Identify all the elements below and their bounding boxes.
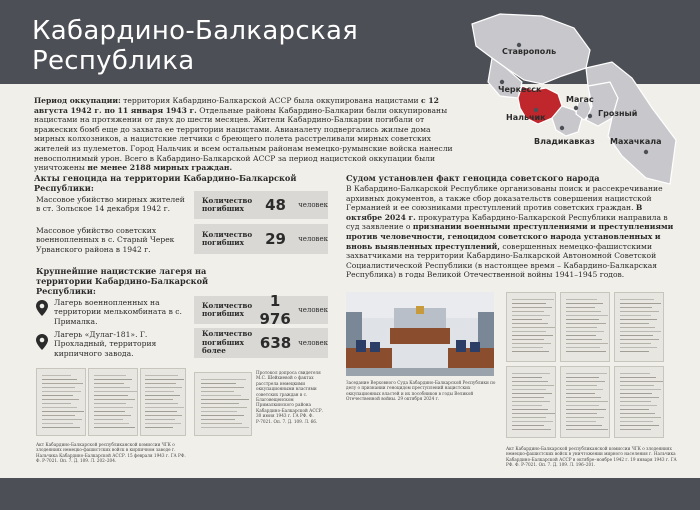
document-text-line bbox=[566, 331, 604, 332]
document-text-line bbox=[512, 299, 554, 300]
court-text-2: прокуратура Кабардино-Балкарской Республики направила в суд заявление о bbox=[346, 212, 668, 232]
document-text-line bbox=[42, 415, 76, 416]
document-text-line bbox=[42, 375, 71, 376]
intro-lead: Период оккупации: bbox=[34, 96, 121, 105]
document-text-line bbox=[145, 395, 180, 396]
document-text-line bbox=[620, 413, 655, 414]
document-text-line bbox=[620, 307, 653, 308]
document-text-line bbox=[566, 311, 602, 312]
document-text-line bbox=[566, 413, 598, 414]
courtroom-photo-image bbox=[346, 292, 494, 376]
document-text-line bbox=[94, 387, 130, 388]
document-text-line bbox=[512, 331, 547, 332]
document-text-line bbox=[512, 303, 546, 304]
document-text-line bbox=[566, 351, 606, 352]
document-text-line bbox=[145, 419, 174, 420]
stat-value: 29 bbox=[265, 230, 286, 248]
document-text-line bbox=[201, 419, 235, 420]
doc-right-caption: Акт Кабардино-Балкарской республиканской комиссии ЧГК о злодеяниях немецко-фашистских войск в уничтожении мирного населения г. Нальчика Кабардино-Балкарской АССР в октябре–ноябре 1942 г. 19 января 1943 г. ГА РФ. Ф. Р-7021. Оп. 7. Д. 109. Л. 196–201. bbox=[506, 446, 677, 468]
document-text-line bbox=[201, 379, 246, 380]
genocide-row-1-text: Массовое убийство мирных жителей в ст. Зольское 14 декабря 1942 г. bbox=[36, 195, 185, 214]
document-text-line bbox=[620, 385, 655, 386]
map-label-magas: Магас bbox=[566, 95, 594, 104]
archive-document-image bbox=[614, 292, 664, 362]
document-text-line bbox=[566, 421, 596, 422]
court-bold-1: В октябре 2024 г. bbox=[346, 203, 643, 222]
document-text-line bbox=[620, 351, 649, 352]
document-text-line bbox=[620, 377, 656, 378]
document-text-line bbox=[620, 311, 659, 312]
document-text-line bbox=[201, 387, 244, 388]
document-text-line bbox=[201, 399, 249, 400]
stat-value: 48 bbox=[265, 196, 286, 214]
camps-section-title: Крупнейшие нацистские лагеря на территории Кабардино-Балкарской Республики: bbox=[36, 266, 209, 296]
document-text-line bbox=[620, 315, 651, 316]
document-text-line bbox=[620, 343, 651, 344]
map-label-makhachkala: Махачкала bbox=[610, 137, 662, 146]
document-text-line bbox=[566, 323, 606, 324]
document-text-line bbox=[145, 379, 183, 380]
archive-document-image bbox=[36, 368, 86, 436]
archive-document-image bbox=[140, 368, 186, 436]
document-text-line bbox=[512, 401, 550, 402]
document-text-line bbox=[620, 323, 649, 324]
document-text-line bbox=[512, 417, 547, 418]
document-text-line bbox=[566, 393, 595, 394]
document-text-line bbox=[566, 397, 602, 398]
document-text-line bbox=[566, 409, 606, 410]
document-text-line bbox=[94, 375, 126, 376]
document-text-line bbox=[512, 409, 548, 410]
document-text-line bbox=[620, 389, 661, 390]
stat-label: Количество погибших bbox=[202, 195, 253, 213]
court-text-1: В Кабардино-Балкарской Республике организованы поиск и рассекречивание архивных документов, а также сбор доказательств совершения нацистской Германией и ее союзниками преступлений против советских граждан. bbox=[346, 184, 663, 213]
document-text-line bbox=[201, 391, 235, 392]
document-text-line bbox=[566, 373, 607, 374]
document-text-line bbox=[145, 403, 178, 404]
archive-document-image bbox=[506, 292, 556, 362]
document-text-line bbox=[620, 401, 651, 402]
document-text-line bbox=[566, 429, 608, 430]
document-text-line bbox=[512, 311, 544, 312]
court-text bbox=[346, 184, 676, 280]
document-text-line bbox=[620, 429, 651, 430]
document-text-line bbox=[512, 377, 542, 378]
document-text-line bbox=[94, 427, 135, 428]
stat-label: Количество погибших bbox=[202, 300, 253, 318]
intro-dates: с 12 августа 1942 г. по 11 января 1943 г. bbox=[34, 96, 439, 115]
genocide-row-2-text: Массовое убийство советских военнопленных в с. Старый Черек Урванского района в 1942 г. bbox=[36, 226, 175, 254]
document-text-line bbox=[42, 419, 82, 420]
document-text-line bbox=[566, 335, 596, 336]
document-text-line bbox=[512, 351, 549, 352]
document-text-line bbox=[566, 327, 598, 328]
document-text-line bbox=[512, 397, 544, 398]
document-text-line bbox=[620, 381, 663, 382]
document-text-line bbox=[566, 347, 600, 348]
document-text-line bbox=[145, 375, 178, 376]
occupation-intro bbox=[34, 96, 454, 173]
document-text-line bbox=[566, 401, 608, 402]
stat-label: Количество погибших более bbox=[202, 329, 253, 356]
document-text-line bbox=[512, 319, 542, 320]
document-text-line bbox=[512, 385, 554, 386]
page-title bbox=[32, 16, 358, 76]
document-text-line bbox=[201, 411, 237, 412]
document-text-line bbox=[566, 339, 602, 340]
document-text-line bbox=[512, 405, 542, 406]
document-text-line bbox=[94, 415, 131, 416]
stat-unit: человек bbox=[298, 201, 328, 209]
document-text-line bbox=[42, 399, 79, 400]
document-text-line bbox=[566, 425, 602, 426]
stat-unit: человек bbox=[298, 306, 328, 314]
stat-unit: человек bbox=[298, 339, 328, 347]
document-text-line bbox=[512, 429, 551, 430]
document-text-line bbox=[566, 299, 597, 300]
archive-document-image bbox=[506, 366, 556, 438]
document-text-line bbox=[145, 399, 172, 400]
document-text-line bbox=[620, 335, 653, 336]
document-text-line bbox=[145, 427, 173, 428]
document-text-line bbox=[145, 387, 182, 388]
document-text-line bbox=[512, 381, 548, 382]
document-text-line bbox=[620, 397, 659, 398]
document-text-line bbox=[512, 335, 553, 336]
document-text-line bbox=[42, 407, 78, 408]
court-text-3: совершенных немецко-фашистскими захватчиками на территории Кабардино-Балкарской Автономной Советской Социалистической Республики (в настоящее время – Кабардино-Балкарская Республика) в годы Великой Отечественной войны 1941–1945 годов. bbox=[346, 241, 658, 280]
document-text-line bbox=[42, 395, 73, 396]
archive-document-image bbox=[88, 368, 138, 436]
document-text-line bbox=[42, 427, 80, 428]
intro-total: не менее 2188 мирных граждан. bbox=[87, 163, 233, 173]
document-text-line bbox=[512, 393, 552, 394]
document-text-line bbox=[42, 403, 71, 404]
title-line-1: Кабардино-Балкарская bbox=[32, 16, 359, 46]
stat-value: 638 bbox=[259, 334, 292, 352]
document-text-line bbox=[620, 303, 661, 304]
doc-left-caption: Акт Кабардино-Балкарской республиканской комиссии ЧГК о злодеяниях немецко-фашистских войск в кирпичном заводе г. Нальчика Кабардино-Балкарской АССР. 15 февраля 1943 г. ГА РФ. Ф. Р-7021. Оп. 7. Д. 109. Л. 202–204. bbox=[36, 442, 186, 464]
court-section-title: Судом установлен факт геноцида советского народа bbox=[346, 173, 600, 183]
map-label-vladikavkaz: Владикавказ bbox=[534, 137, 595, 146]
stat-value: 1 976 bbox=[259, 292, 291, 328]
document-text-line bbox=[566, 385, 597, 386]
archive-document-image bbox=[614, 366, 664, 438]
document-text-line bbox=[512, 373, 550, 374]
doc-mid-caption: Протокол допроса свидетеля М.С. Шейхиевой о фактах расстрела немецкими оккупационными властями советских граждан в с. Благовещенском Прималкинского района Кабардино-Балкарской АССР. 30 июня 1943 г. ГА РФ. Ф. Р-7021. Оп. 7. Д. 109. Л. 66. bbox=[256, 370, 323, 424]
genocide-section-title: Акты геноцида на территории Кабардино-Балкарской Республики: bbox=[34, 173, 297, 193]
intro-text-1: территория Кабардино-Балкарской АССР была оккупирована нацистами bbox=[120, 96, 422, 105]
document-text-line bbox=[620, 421, 653, 422]
document-text-line bbox=[94, 411, 125, 412]
document-text-line bbox=[94, 423, 129, 424]
document-text-line bbox=[620, 299, 655, 300]
document-text-line bbox=[566, 417, 604, 418]
document-text-line bbox=[512, 421, 553, 422]
document-text-line bbox=[566, 307, 595, 308]
photo-caption: Заседание Верховного Суда Кабардино-Балкарской Республики по делу о признании геноцидом преступлений нацистских оккупационных властей и их пособников в годы Великой Отечественной войны. 29 октября 2024 г. bbox=[346, 380, 496, 402]
document-text-line bbox=[566, 377, 599, 378]
document-text-line bbox=[512, 327, 555, 328]
footer-band bbox=[0, 478, 700, 510]
stat-unit: человек bbox=[298, 235, 328, 243]
document-text-line bbox=[94, 407, 133, 408]
location-pin-icon bbox=[36, 334, 48, 350]
document-text-line bbox=[201, 383, 237, 384]
document-text-line bbox=[512, 389, 546, 390]
document-text-line bbox=[94, 395, 129, 396]
document-text-line bbox=[512, 307, 552, 308]
document-text-line bbox=[94, 399, 135, 400]
stat-label: Количество погибших bbox=[202, 229, 253, 247]
document-text-line bbox=[620, 319, 657, 320]
intro-text-2: Отдельные районы Кабардино-Балкарии были оккупированы нацистами на протяжении от двух до шести месяцев. Жители Кабардино-Балкарии погибали от вражеских бомб еще до захвата ее территории нацистами. Авианалету подвергались жилые дома мирных колхозников, а нацистские летчики с бреющего полета расстреливали мирных советских жителей из пулеметов. Город Нальчик и всем остальным районам немецко-румынские войска нанесли невосполнимый урон. Всего в Кабардино-Балкарской АССР за период нацистской оккупации были уничтожены bbox=[34, 105, 453, 173]
document-text-line bbox=[42, 411, 84, 412]
document-text-line bbox=[512, 339, 545, 340]
map-label-nalchik: Нальчик bbox=[506, 113, 546, 122]
document-text-line bbox=[42, 423, 74, 424]
genocide-row-2-stat bbox=[194, 224, 328, 254]
document-text-line bbox=[566, 315, 608, 316]
archive-document-image bbox=[560, 366, 610, 438]
document-text-line bbox=[94, 419, 123, 420]
region-map bbox=[462, 6, 690, 190]
document-text-line bbox=[201, 427, 250, 428]
map-label-cherkessk: Черкесск bbox=[498, 85, 542, 94]
document-text-line bbox=[201, 407, 247, 408]
document-text-line bbox=[566, 303, 603, 304]
document-text-line bbox=[512, 425, 545, 426]
document-text-line bbox=[42, 387, 75, 388]
document-text-line bbox=[620, 373, 650, 374]
document-text-line bbox=[201, 415, 245, 416]
document-text-line bbox=[566, 389, 603, 390]
document-text-line bbox=[94, 379, 132, 380]
document-text-line bbox=[620, 347, 657, 348]
document-text-line bbox=[620, 417, 661, 418]
document-text-line bbox=[145, 411, 176, 412]
document-text-line bbox=[145, 391, 174, 392]
document-text-line bbox=[512, 323, 548, 324]
document-text-line bbox=[620, 327, 655, 328]
document-text-line bbox=[620, 339, 659, 340]
camp-row-1-stat bbox=[194, 292, 328, 328]
document-text-line bbox=[512, 315, 550, 316]
genocide-row-1-stat bbox=[194, 191, 328, 219]
court-bold-2: признании военными преступлениями и преступлениями против человечности, геноцидом советского народа установленных и вновь выявленных преступлений, bbox=[346, 222, 674, 251]
document-text-line bbox=[145, 415, 182, 416]
document-text-line bbox=[620, 425, 659, 426]
archive-document-image bbox=[560, 292, 610, 362]
document-text-line bbox=[566, 381, 605, 382]
document-text-line bbox=[620, 331, 661, 332]
document-text-line bbox=[94, 403, 127, 404]
title-line-2: Республика bbox=[32, 46, 195, 76]
archive-document-image bbox=[194, 372, 252, 436]
map-label-stavropol: Ставрополь bbox=[502, 47, 557, 56]
document-text-line bbox=[94, 391, 137, 392]
document-text-line bbox=[566, 319, 600, 320]
document-text-line bbox=[145, 423, 180, 424]
document-text-line bbox=[42, 379, 77, 380]
document-text-line bbox=[620, 405, 657, 406]
camp-row-1-text: Лагерь военнопленных на территории мелькомбината в с. Прималка. bbox=[54, 298, 182, 326]
document-text-line bbox=[42, 383, 83, 384]
document-text-line bbox=[620, 409, 649, 410]
document-text-line bbox=[512, 347, 543, 348]
document-text-line bbox=[145, 407, 184, 408]
map-label-grozny: Грозный bbox=[598, 109, 638, 118]
location-pin-icon bbox=[36, 300, 48, 316]
document-text-line bbox=[201, 423, 242, 424]
camp-row-2-text: Лагерь «Дулаг-181». Г. Прохладный, территория кирпичного завода. bbox=[54, 330, 157, 358]
document-text-line bbox=[201, 395, 242, 396]
document-text-line bbox=[42, 391, 81, 392]
document-text-line bbox=[566, 405, 600, 406]
document-text-line bbox=[94, 383, 124, 384]
camp-row-2-stat bbox=[194, 328, 328, 358]
document-text-line bbox=[201, 403, 240, 404]
document-text-line bbox=[512, 343, 551, 344]
document-text-line bbox=[512, 413, 555, 414]
document-text-line bbox=[566, 343, 608, 344]
courtroom-photo bbox=[346, 292, 494, 376]
document-text-line bbox=[620, 393, 653, 394]
document-text-line bbox=[145, 383, 176, 384]
